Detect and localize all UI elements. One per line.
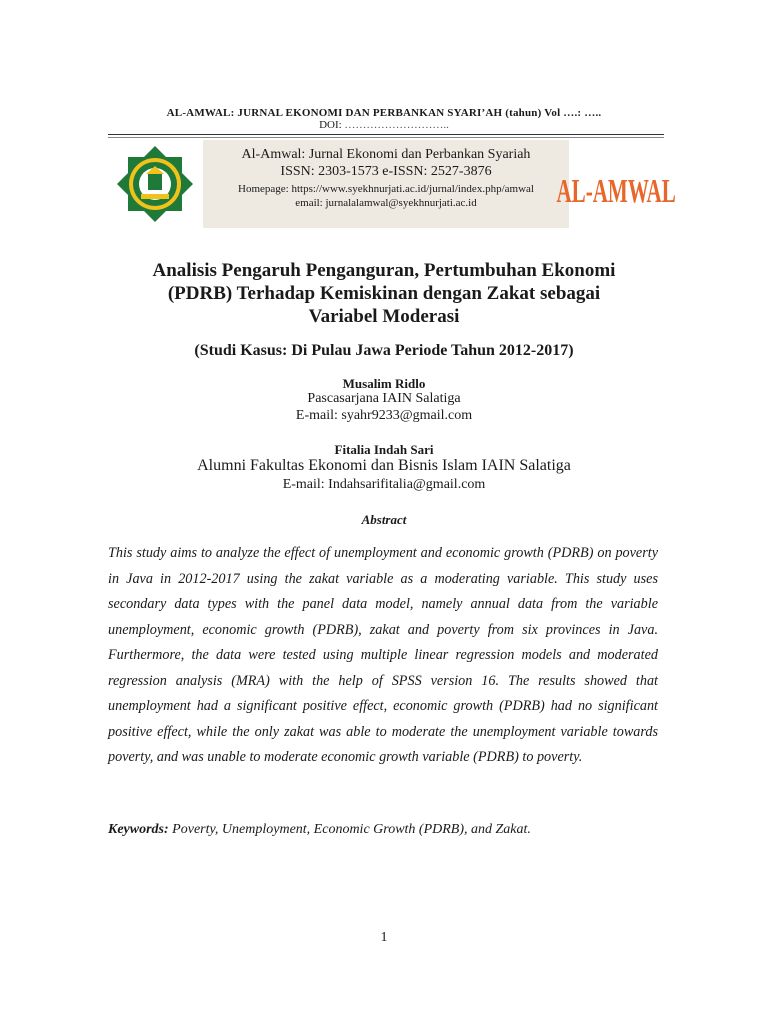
journal-issn: ISSN: 2303-1573 e-ISSN: 2527-3876 — [280, 164, 492, 179]
page-number: 1 — [380, 930, 388, 945]
institution-seal-icon — [108, 140, 203, 228]
journal-name: Al-Amwal: Jurnal Ekonomi dan Perbankan Syariah — [241, 147, 531, 162]
brand-text: AL-AMWAL — [556, 173, 676, 211]
doi-value: ……………………….. — [344, 119, 449, 131]
title-line-3: Variabel Moderasi — [308, 306, 460, 327]
institution-logo — [108, 140, 203, 228]
author-1-name: Musalim Ridlo — [342, 376, 426, 391]
keywords-text: Poverty, Unemployment, Economic Growth (PDRB), and Zakat. — [172, 822, 531, 837]
al-amwal-wordmark — [556, 140, 676, 228]
journal-masthead — [108, 140, 676, 228]
running-head-volume: (tahun) Vol ….: ….. — [505, 107, 602, 119]
header-rule — [108, 134, 664, 135]
journal-homepage-link[interactable]: Homepage: https://www.syekhnurjati.ac.id/jurnal/index.php/amwal — [238, 183, 534, 195]
author-1-email: E-mail: syahr9233@gmail.com — [295, 408, 473, 423]
running-head-title: AL-AMWAL: JURNAL EKONOMI DAN PERBANKAN SYARI’AH — [166, 107, 503, 119]
author-1-affiliation: Pascasarjana IAIN Salatiga — [307, 391, 461, 406]
author-2-affiliation: Alumni Fakultas Ekonomi dan Bisnis Islam IAIN Salatiga — [197, 457, 571, 474]
abstract-heading: Abstract — [361, 512, 407, 527]
article-subtitle: (Studi Kasus: Di Pulau Jawa Periode Tahun 2012-2017) — [194, 342, 574, 359]
abstract-body: This study aims to analyze the effect of unemployment and economic growth (PDRB) on poverty in Java in 2012-2017 using the zakat variable as a moderating variable. This study uses secondary data types with the panel data model, namely annual data from the variable unemployment, economic growth (PDRB), zakat and poverty from six provinces in Java. Furthermore, the data were tested using multiple linear regression models and moderated regression analysis (MRA) with the help of SPSS version 16. The results showed that unemployment had a significant positive effect, economic growth (PDRB) had no significant positive effect, while the only zakat was able to moderate the unemployment variable towards poverty, and was unable to moderate economic growth variable (PDRB) to poverty. — [108, 545, 658, 765]
title-line-2: (PDRB) Terhadap Kemiskinan dengan Zakat sebagai — [167, 283, 601, 304]
article-title — [100, 259, 668, 328]
running-head — [0, 107, 768, 119]
author-2-name: Fitalia Indah Sari — [334, 442, 434, 457]
journal-brand-logo — [556, 140, 676, 228]
journal-info-panel — [203, 140, 569, 228]
header-rule-thin — [108, 137, 664, 138]
title-line-1: Analisis Pengaruh Penganguran, Pertumbuhan Ekonomi — [152, 260, 616, 281]
doi-line — [0, 119, 768, 131]
keywords-label: Keywords: — [108, 822, 169, 837]
journal-email[interactable]: email: jurnalalamwal@syekhnurjati.ac.id — [295, 197, 477, 209]
doi-label: DOI: — [319, 119, 342, 131]
author-2-email: E-mail: Indahsarifitalia@gmail.com — [282, 477, 486, 492]
keywords — [108, 822, 664, 838]
